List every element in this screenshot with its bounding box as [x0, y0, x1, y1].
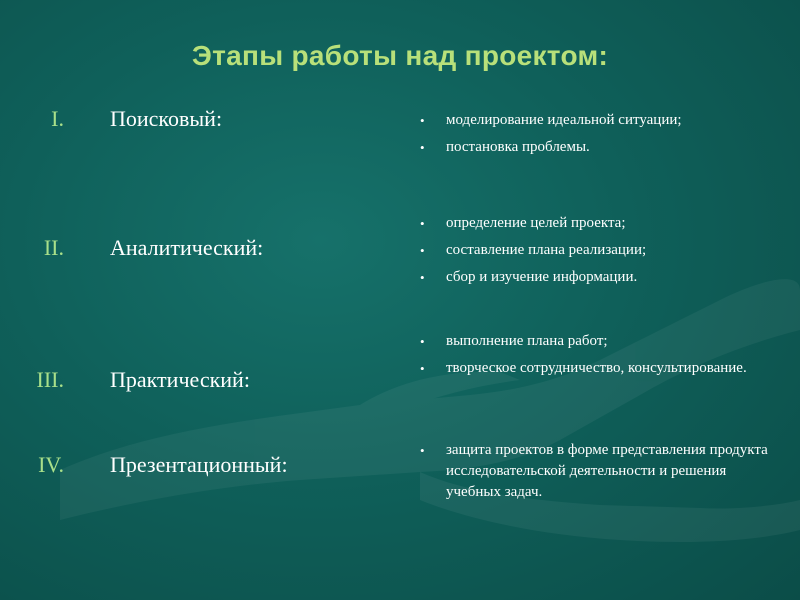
bullet-dot-icon: •	[420, 443, 425, 458]
stage-2-bullet-list	[420, 213, 780, 294]
bullet-text: постановка проблемы.	[446, 139, 590, 155]
bullet-text: сбор и изучение информации.	[446, 269, 638, 285]
bullet-text: моделирование идеальной ситуации;	[446, 112, 682, 128]
stage-name-4: Презентационный:	[110, 452, 288, 477]
stage-name-3: Практический:	[110, 367, 250, 392]
bullet-dot-icon: •	[420, 216, 425, 231]
bullet-item	[420, 137, 780, 158]
stage-3-bullet-list	[420, 331, 780, 385]
bullet-text: определение целей проекта;	[446, 215, 626, 231]
bullet-dot-icon: •	[420, 140, 425, 155]
bullet-text: творческое сотрудничество, консультирование.	[446, 360, 747, 376]
bullet-dot-icon: •	[420, 361, 425, 376]
bullet-text: выполнение плана работ;	[446, 333, 608, 349]
stage-numeral-1: I.	[51, 106, 64, 131]
bullet-text: составление плана реализации;	[446, 242, 647, 258]
bullet-item	[420, 331, 780, 352]
stage-numeral-4: IV.	[38, 452, 64, 477]
stage-numeral-3: III.	[36, 367, 64, 392]
bullet-item	[420, 267, 780, 288]
bullet-dot-icon: •	[420, 270, 425, 285]
stage-name-1: Поисковый:	[110, 106, 223, 131]
stage-4-bullet-list	[420, 440, 780, 509]
stage-numeral-2: II.	[43, 235, 64, 260]
bullet-item	[420, 110, 780, 131]
bullet-item	[420, 213, 780, 234]
stage-1-bullet-list	[420, 110, 780, 164]
bullet-item	[420, 240, 780, 261]
bullet-text: защита проектов в форме представления продукта исследовательской деятельности и решения учебных задач.	[446, 442, 768, 500]
bullet-item	[420, 440, 780, 503]
slide-title: Этапы работы над проектом:	[191, 40, 609, 71]
bullet-item	[420, 358, 780, 379]
bullet-dot-icon: •	[420, 243, 425, 258]
stage-name-2: Аналитический:	[110, 235, 264, 260]
bullet-dot-icon: •	[420, 113, 425, 128]
bullet-dot-icon: •	[420, 334, 425, 349]
